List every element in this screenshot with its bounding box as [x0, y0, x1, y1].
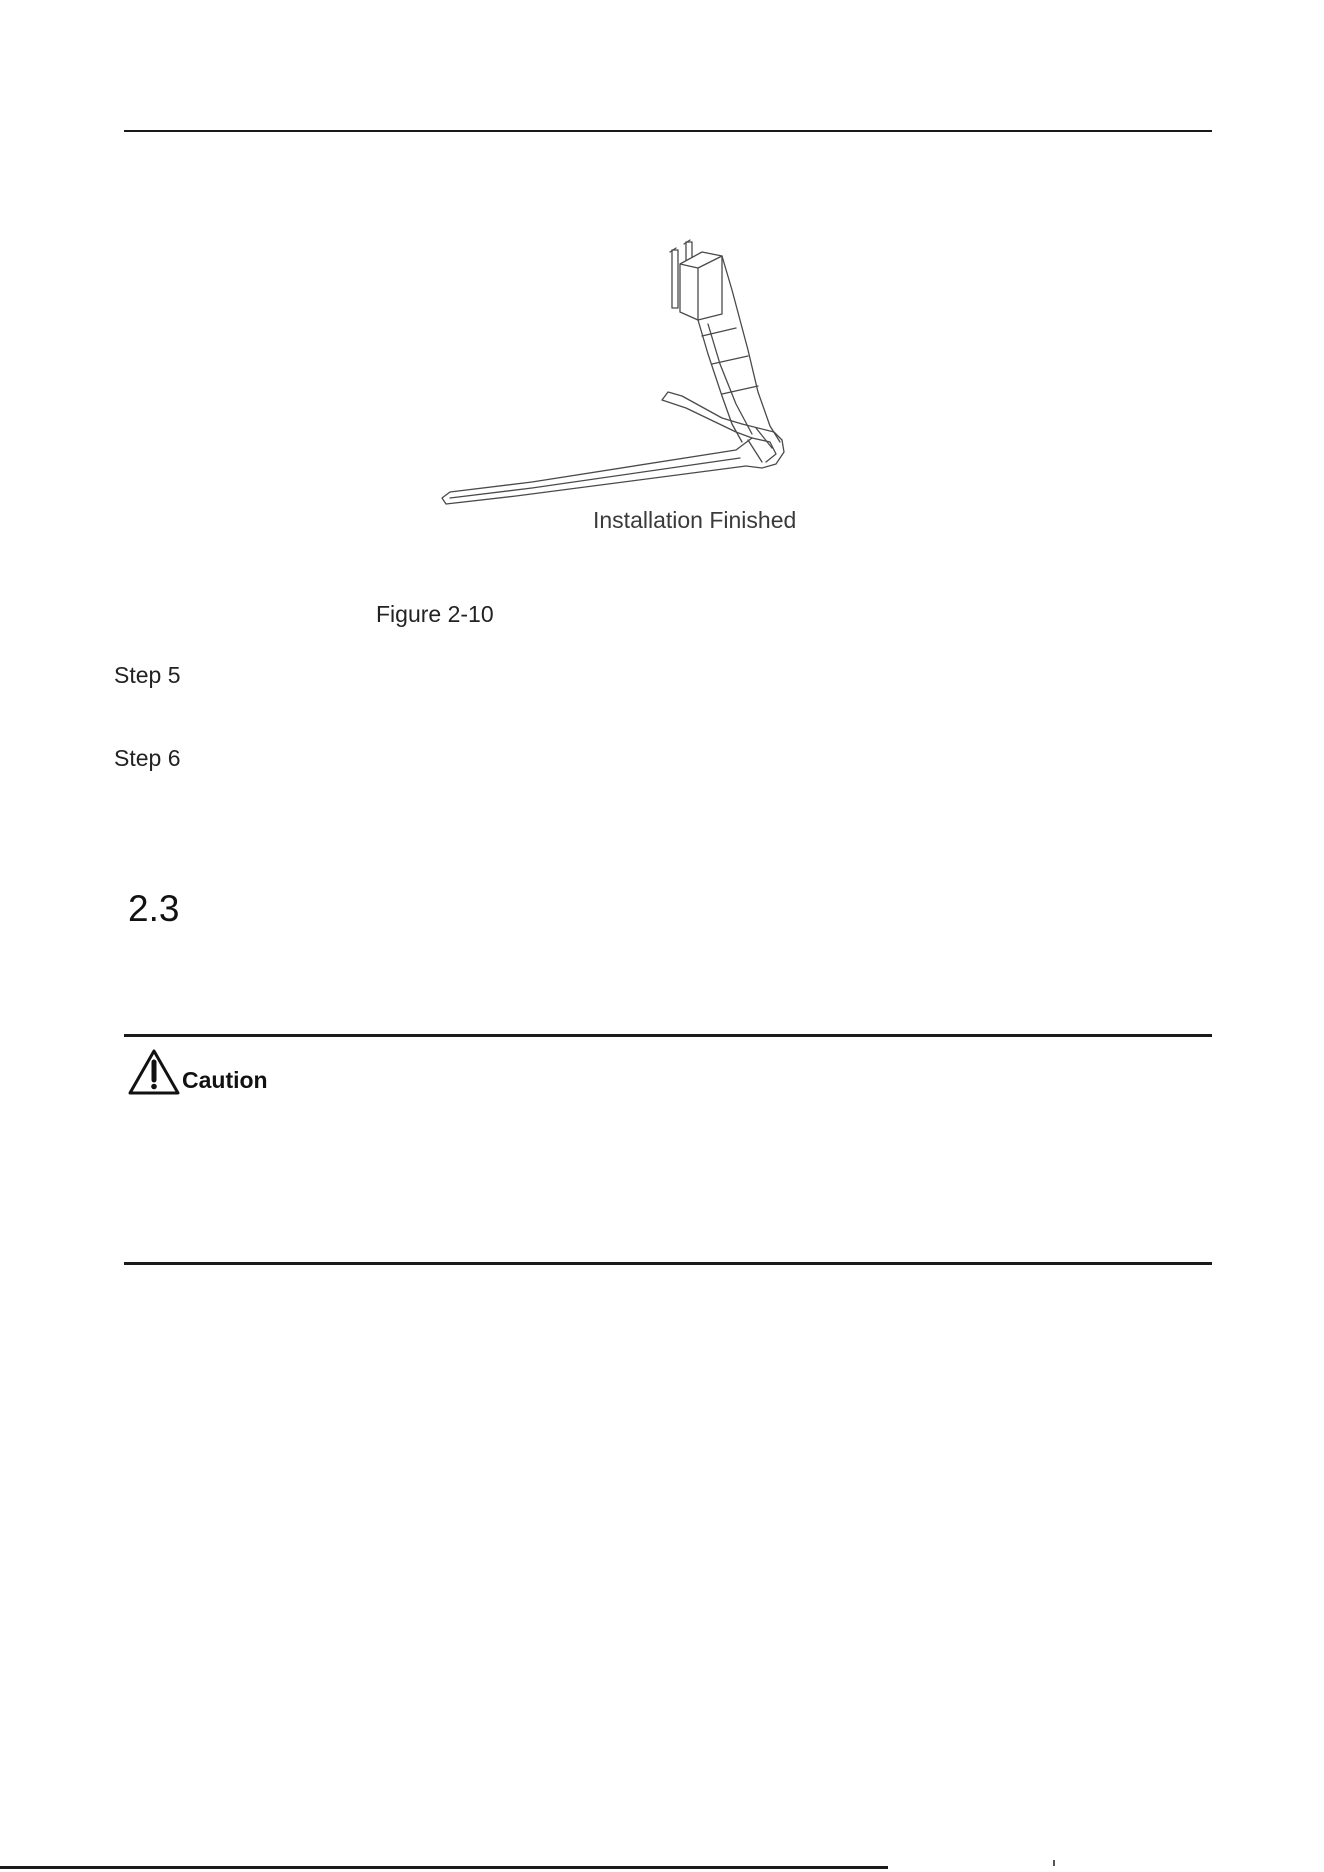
header-rule	[124, 130, 1212, 132]
caution-header	[128, 1044, 268, 1096]
caution-label: Caution	[182, 1067, 268, 1093]
caution-bottom-rule	[124, 1262, 1212, 1265]
stand-illustration	[436, 228, 876, 510]
section-heading-number: 2.3	[128, 888, 180, 929]
step-5-label: Step 5	[114, 662, 181, 688]
caution-top-rule	[124, 1034, 1212, 1037]
warning-triangle-icon	[128, 1048, 180, 1096]
step-6-label: Step 6	[114, 745, 181, 771]
footer-rule	[0, 1866, 888, 1869]
footer-tick	[1053, 1860, 1055, 1866]
figure-caption: Figure 2-10	[376, 601, 494, 627]
figure-image-label: Installation Finished	[593, 507, 797, 533]
